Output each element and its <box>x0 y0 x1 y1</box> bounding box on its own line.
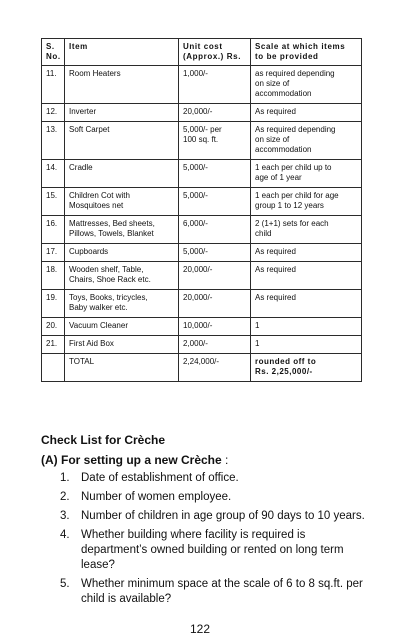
row-unit-cost <box>179 336 251 354</box>
table-row <box>42 318 362 336</box>
checklist-item-number: 4. <box>60 529 70 541</box>
row-unit-cost-line: 1,000/- <box>183 69 208 78</box>
row-scale <box>251 160 362 188</box>
row-unit-cost-line: 20,000/- <box>183 293 213 302</box>
checklist-item-text: Number of women employee. <box>81 491 232 503</box>
header-item: Item <box>65 39 179 66</box>
row-item-line: Pillows, Towels, Blanket <box>69 229 154 238</box>
page-number: 122 <box>189 622 211 636</box>
row-scale-line: as required depending <box>255 69 335 78</box>
row-item-line: Cradle <box>69 163 93 172</box>
row-unit-cost <box>179 318 251 336</box>
checklist-item-text: Whether building where facility is required is department’s owned building or rented on long term lease? <box>81 529 344 571</box>
checklist-item-number: 2. <box>60 491 70 503</box>
items-cost-table <box>41 38 362 382</box>
row-serial-number: 21. <box>42 336 65 354</box>
row-item-line: Inverter <box>69 107 97 116</box>
table-row <box>42 290 362 318</box>
total-label: TOTAL <box>65 354 179 382</box>
checklist-item <box>41 528 365 573</box>
row-scale <box>251 216 362 244</box>
row-item <box>65 262 179 290</box>
row-scale-line: As required <box>255 293 296 302</box>
row-serial-number: 13. <box>42 122 65 160</box>
table-row <box>42 122 362 160</box>
row-unit-cost <box>179 66 251 104</box>
row-item <box>65 318 179 336</box>
row-scale-line: As required <box>255 107 296 116</box>
row-scale-line: age of 1 year <box>255 173 302 182</box>
checklist-items <box>41 471 365 611</box>
row-unit-cost <box>179 104 251 122</box>
row-item-line: Vacuum Cleaner <box>69 321 128 330</box>
row-scale-line: As required depending <box>255 125 336 134</box>
row-scale <box>251 290 362 318</box>
row-unit-cost-line: 5,000/- <box>183 247 208 256</box>
table-row <box>42 262 362 290</box>
row-unit-cost-line: 2,000/- <box>183 339 208 348</box>
table-row <box>42 336 362 354</box>
row-item <box>65 216 179 244</box>
row-unit-cost <box>179 160 251 188</box>
row-item-line: Mosquitoes net <box>69 201 124 210</box>
header-serial-number: S. No. <box>42 39 65 66</box>
checklist-item <box>41 471 365 486</box>
header-scale: Scale at which items to be provided <box>251 39 362 66</box>
checklist-item <box>41 490 365 505</box>
section-a-colon: : <box>221 453 229 467</box>
row-item-line: Baby walker etc. <box>69 303 128 312</box>
checklist-item <box>41 577 365 607</box>
row-unit-cost-line: 6,000/- <box>183 219 208 228</box>
row-item-line: Soft Carpet <box>69 125 110 134</box>
row-scale-line: accommodation <box>255 89 312 98</box>
row-item-line: Room Heaters <box>69 69 121 78</box>
row-serial-number: 17. <box>42 244 65 262</box>
total-serial-cell <box>42 354 65 382</box>
row-unit-cost <box>179 244 251 262</box>
table-row <box>42 104 362 122</box>
row-unit-cost <box>179 290 251 318</box>
row-unit-cost <box>179 216 251 244</box>
row-scale-line: 1 each per child for age <box>255 191 339 200</box>
row-scale <box>251 336 362 354</box>
row-scale <box>251 262 362 290</box>
checklist-item-number: 5. <box>60 578 70 590</box>
row-unit-cost-line: 20,000/- <box>183 107 213 116</box>
row-item <box>65 244 179 262</box>
checklist-item-text: Whether minimum space at the scale of 6 to 8 sq.ft. per child is available? <box>81 578 363 605</box>
row-scale-line: accommodation <box>255 145 312 154</box>
row-item-line: Toys, Books, tricycles, <box>69 293 148 302</box>
row-scale-line: on size of <box>255 79 290 88</box>
row-scale-line: As required <box>255 247 296 256</box>
row-item <box>65 188 179 216</box>
total-cost: 2,24,000/- <box>179 354 251 382</box>
row-serial-number: 14. <box>42 160 65 188</box>
row-scale-line: group 1 to 12 years <box>255 201 324 210</box>
row-item-line: Wooden shelf, Table, <box>69 265 144 274</box>
table-row <box>42 160 362 188</box>
row-scale-line: 2 (1+1) sets for each <box>255 219 329 228</box>
row-serial-number: 19. <box>42 290 65 318</box>
row-serial-number: 12. <box>42 104 65 122</box>
row-item <box>65 290 179 318</box>
row-item-line: First Aid Box <box>69 339 114 348</box>
checklist-heading: Check List for Crèche <box>41 433 166 447</box>
table-row <box>42 216 362 244</box>
row-scale <box>251 244 362 262</box>
row-serial-number: 11. <box>42 66 65 104</box>
row-scale-line: on size of <box>255 135 290 144</box>
row-item <box>65 122 179 160</box>
section-a-heading <box>41 453 228 467</box>
row-scale-line: 1 each per child up to <box>255 163 332 172</box>
row-scale-line: 1 <box>255 321 260 330</box>
row-item-line: Children Cot with <box>69 191 130 200</box>
row-scale <box>251 188 362 216</box>
row-item <box>65 104 179 122</box>
table-header-row <box>42 39 362 66</box>
row-unit-cost-line: 100 sq. ft. <box>183 135 219 144</box>
row-scale <box>251 122 362 160</box>
row-unit-cost-line: 5,000/- <box>183 191 208 200</box>
row-scale <box>251 66 362 104</box>
row-item <box>65 66 179 104</box>
table-total-row <box>42 354 362 382</box>
checklist-item <box>41 509 365 524</box>
row-serial-number: 16. <box>42 216 65 244</box>
row-item <box>65 336 179 354</box>
row-unit-cost <box>179 188 251 216</box>
row-scale-line: child <box>255 229 272 238</box>
row-serial-number: 20. <box>42 318 65 336</box>
row-item-line: Cupboards <box>69 247 109 256</box>
row-scale-line: As required <box>255 265 296 274</box>
table-row <box>42 66 362 104</box>
table-row <box>42 188 362 216</box>
row-item-line: Mattresses, Bed sheets, <box>69 219 155 228</box>
row-scale <box>251 318 362 336</box>
row-item <box>65 160 179 188</box>
checklist-item-number: 3. <box>60 510 70 522</box>
section-a-label: (A) For setting up a new Crèche <box>41 453 222 467</box>
row-scale-line: 1 <box>255 339 260 348</box>
row-unit-cost <box>179 262 251 290</box>
table-row <box>42 244 362 262</box>
checklist-item-text: Date of establishment of office. <box>81 472 239 484</box>
header-unit-cost: Unit cost (Approx.) Rs. <box>179 39 251 66</box>
checklist-item-text: Number of children in age group of 90 days to 10 years. <box>81 510 365 522</box>
row-unit-cost-line: 5,000/- <box>183 163 208 172</box>
row-item-line: Chairs, Shoe Rack etc. <box>69 275 151 284</box>
row-unit-cost-line: 20,000/- <box>183 265 213 274</box>
row-unit-cost <box>179 122 251 160</box>
row-unit-cost-line: 5,000/- per <box>183 125 222 134</box>
row-unit-cost-line: 10,000/- <box>183 321 213 330</box>
total-rounded: rounded off to Rs. 2,25,000/- <box>251 354 362 382</box>
row-serial-number: 15. <box>42 188 65 216</box>
checklist-item-number: 1. <box>60 472 70 484</box>
row-serial-number: 18. <box>42 262 65 290</box>
row-scale <box>251 104 362 122</box>
